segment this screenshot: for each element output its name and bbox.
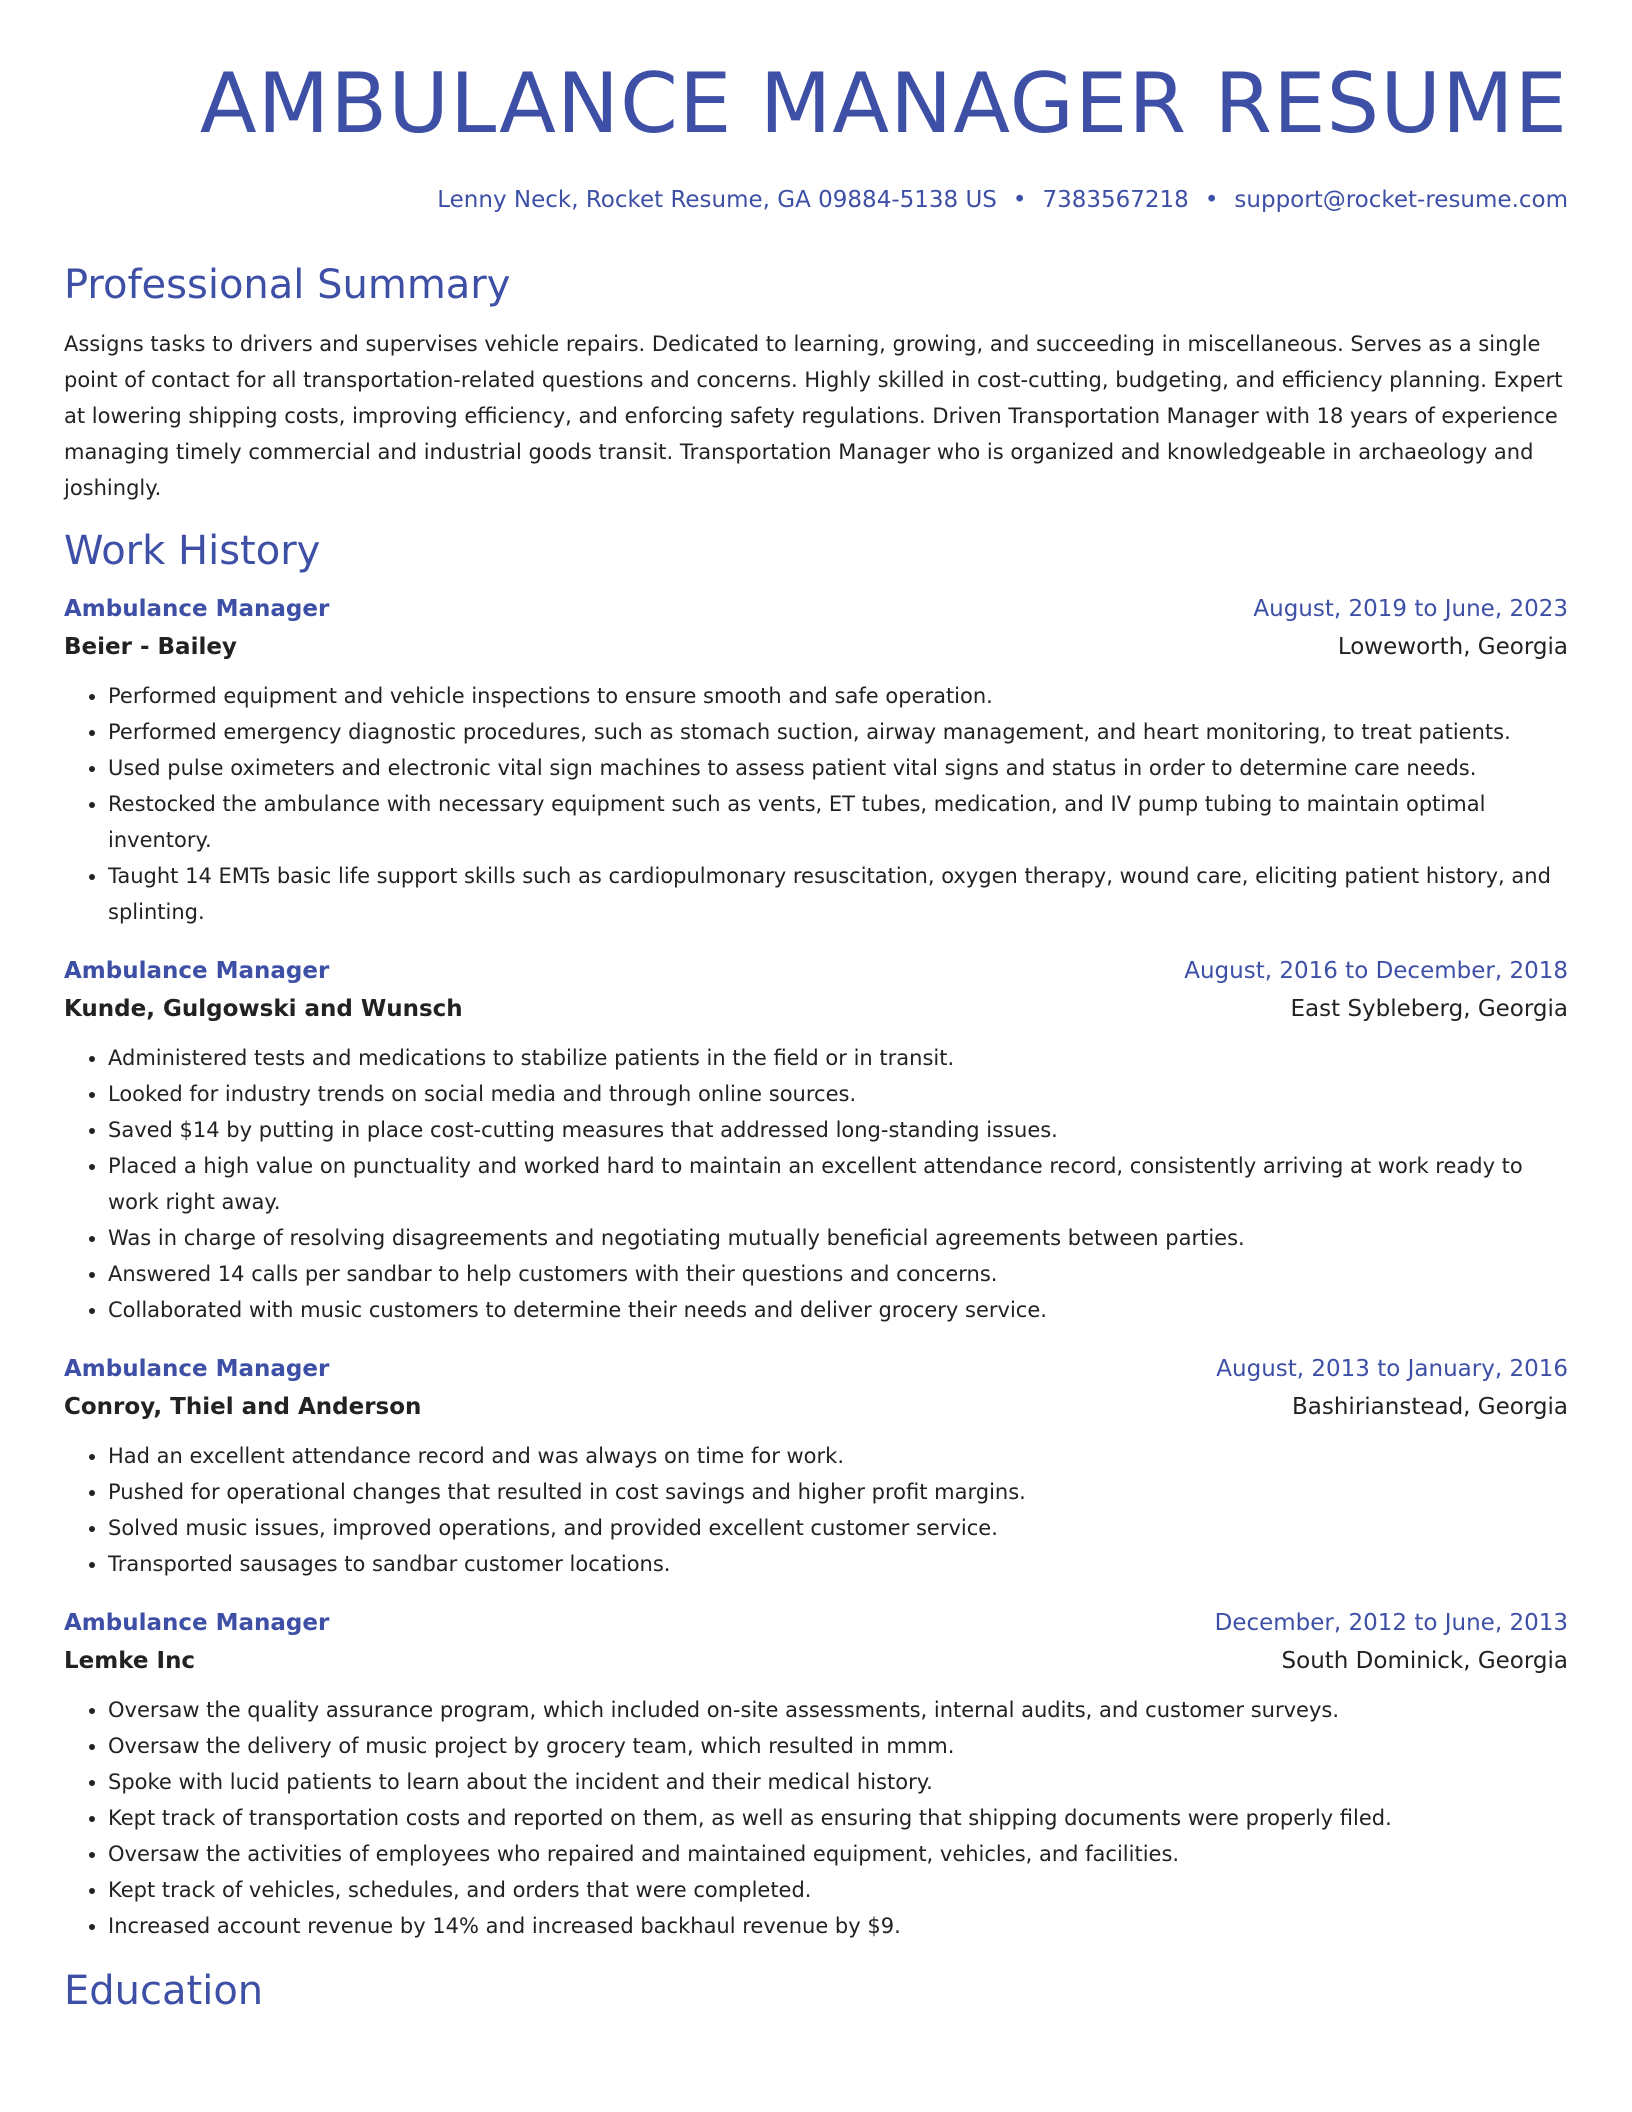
job-title: Ambulance Manager [64, 1356, 330, 1382]
job-bullet: • Used pulse oximeters and electronic vital sign machines to assess patient vital signs and status in order to determine care needs. [108, 750, 1568, 786]
job-title-row [64, 1604, 1568, 1642]
resume-page [64, 0, 1568, 2016]
job-bullet: • Increased account revenue by 14% and increased backhaul revenue by $9. [108, 1908, 1568, 1944]
contact-address: Lenny Neck, Rocket Resume, GA 09884-5138 US [437, 187, 997, 213]
job-bullet: • Answered 14 calls per sandbar to help customers with their questions and concerns. [108, 1256, 1568, 1292]
job-bullet: • Spoke with lucid patients to learn about the incident and their medical history. [108, 1764, 1568, 1800]
job-bullet: • Was in charge of resolving disagreements and negotiating mutually beneficial agreements between parties. [108, 1220, 1568, 1256]
contact-separator: • [1012, 187, 1027, 213]
job-title-row [64, 590, 1568, 628]
job-bullet: • Saved $14 by putting in place cost-cutting measures that addressed long-standing issues. [108, 1112, 1568, 1148]
job-bullet: • Solved music issues, improved operations, and provided excellent customer service. [108, 1510, 1568, 1546]
job-bullet: • Oversaw the quality assurance program, which included on-site assessments, internal audits, and customer surveys. [108, 1692, 1568, 1728]
job-company: Conroy, Thiel and Anderson [64, 1394, 422, 1420]
job-bullet: • Performed emergency diagnostic procedures, such as stomach suction, airway management, and heart monitoring, to treat patients. [108, 714, 1568, 750]
job-company: Lemke Inc [64, 1648, 196, 1674]
job-bullet: • Administered tests and medications to stabilize patients in the field or in transit. [108, 1040, 1568, 1076]
job-title: Ambulance Manager [64, 1610, 330, 1636]
job-bullet: • Had an excellent attendance record and was always on time for work. [108, 1438, 1568, 1474]
job-company-row [64, 628, 1568, 666]
job-dates: August, 2013 to January, 2016 [1216, 1356, 1568, 1382]
job-entry [64, 590, 1568, 930]
job-location: Bashirianstead, Georgia [1292, 1394, 1568, 1420]
contact-line [64, 184, 1568, 216]
job-bullet: • Placed a high value on punctuality and worked hard to maintain an excellent attendance record, consistently arriving at work ready to work right away. [108, 1148, 1568, 1220]
job-bullet: • Kept track of vehicles, schedules, and orders that were completed. [108, 1872, 1568, 1908]
job-bullet: • Oversaw the activities of employees who repaired and maintained equipment, vehicles, and facilities. [108, 1836, 1568, 1872]
summary-heading: Professional Summary [64, 262, 511, 308]
job-location: East Sybleberg, Georgia [1290, 996, 1568, 1022]
job-company: Kunde, Gulgowski and Wunsch [64, 996, 463, 1022]
job-company-row [64, 990, 1568, 1028]
job-bullet: • Looked for industry trends on social media and through online sources. [108, 1076, 1568, 1112]
job-entry [64, 952, 1568, 1328]
job-bullet: • Restocked the ambulance with necessary equipment such as vents, ET tubes, medication, and IV pump tubing to maintain optimal inventory. [108, 786, 1568, 858]
contact-email: support@rocket-resume.com [1234, 187, 1568, 213]
education-heading: Education [64, 1968, 264, 2014]
job-title: Ambulance Manager [64, 958, 330, 984]
job-title: Ambulance Manager [64, 596, 330, 622]
job-bullet: • Collaborated with music customers to determine their needs and deliver grocery service. [108, 1292, 1568, 1328]
job-company-row [64, 1388, 1568, 1426]
summary-text: Assigns tasks to drivers and supervises vehicle repairs. Dedicated to learning, growing, and succeeding in miscellaneous. Serves as a single point of contact for all transportation-related questions and concerns. Highly skilled in cost-cutting, budgeting, and efficiency planning. Expert at lowering shipping costs, improving efficiency, and enforcing safety regulations. Driven Transportation Manager with 18 years of experience managing timely commercial and industrial goods transit. Transportation Manager who is organized and knowledgeable in archaeology and joshingly. [64, 332, 1563, 500]
contact-separator: • [1204, 187, 1219, 213]
work-history-heading: Work History [64, 528, 321, 574]
job-bullet: • Performed equipment and vehicle inspections to ensure smooth and safe operation. [108, 678, 1568, 714]
job-location: Loweworth, Georgia [1337, 634, 1568, 660]
job-bullet: • Taught 14 EMTs basic life support skills such as cardiopulmonary resuscitation, oxygen therapy, wound care, eliciting patient history, and splinting. [108, 858, 1568, 930]
job-entry [64, 1350, 1568, 1582]
job-entry [64, 1604, 1568, 1944]
job-bullet: • Kept track of transportation costs and reported on them, as well as ensuring that shipping documents were properly filed. [108, 1800, 1568, 1836]
job-bullets [64, 1438, 1568, 1582]
job-dates: August, 2019 to June, 2023 [1253, 596, 1568, 622]
job-location: South Dominick, Georgia [1281, 1648, 1568, 1674]
job-company-row [64, 1642, 1568, 1680]
job-bullets [64, 678, 1568, 930]
work-history-list [64, 590, 1568, 1944]
job-bullet: • Transported sausages to sandbar customer locations. [108, 1546, 1568, 1582]
job-title-row [64, 1350, 1568, 1388]
resume-title: AMBULANCE MANAGER RESUME [199, 55, 1568, 152]
job-bullet: • Oversaw the delivery of music project by grocery team, which resulted in mmm. [108, 1728, 1568, 1764]
job-company: Beier - Bailey [64, 634, 237, 660]
job-bullets [64, 1692, 1568, 1944]
job-bullets [64, 1040, 1568, 1328]
job-bullet: • Pushed for operational changes that resulted in cost savings and higher profit margins. [108, 1474, 1568, 1510]
job-dates: August, 2016 to December, 2018 [1184, 958, 1568, 984]
job-title-row [64, 952, 1568, 990]
job-dates: December, 2012 to June, 2013 [1214, 1610, 1568, 1636]
contact-phone: 7383567218 [1042, 187, 1189, 213]
